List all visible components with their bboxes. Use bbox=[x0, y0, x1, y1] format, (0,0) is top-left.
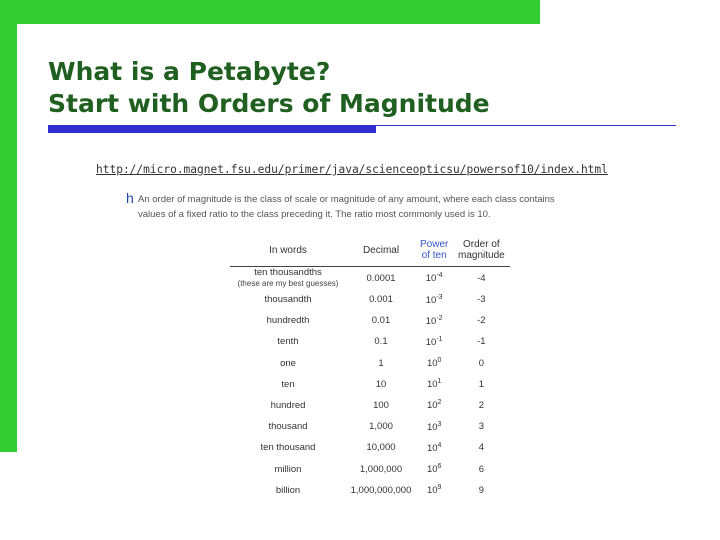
header-decimal: Decimal bbox=[346, 234, 416, 267]
words-text: hundred bbox=[270, 400, 306, 412]
cell-power bbox=[416, 310, 452, 331]
embedded-heading-glyph: h bbox=[126, 190, 134, 206]
cell-power bbox=[416, 459, 452, 480]
power-exponent: 9 bbox=[437, 484, 442, 492]
cell-order: 9 bbox=[478, 484, 484, 496]
cell-decimal: 100 bbox=[373, 400, 389, 412]
intro-line-1: An order of magnitude is the class of scale or magnitude of any amount, where each class contains bbox=[138, 194, 555, 205]
cell-power bbox=[416, 416, 452, 437]
words-text: one bbox=[280, 357, 296, 369]
table-row bbox=[230, 267, 510, 290]
cell-words bbox=[230, 416, 346, 437]
table-row bbox=[230, 353, 510, 374]
cell-words bbox=[230, 374, 346, 395]
power-exponent: 0 bbox=[437, 357, 442, 365]
left-accent-bar bbox=[0, 0, 17, 452]
cell-decimal: 10,000 bbox=[366, 442, 396, 454]
words-text: ten thousandths bbox=[254, 267, 322, 278]
cell-order: 6 bbox=[478, 463, 484, 475]
power-exponent: 6 bbox=[437, 463, 442, 471]
cell-decimal: 10 bbox=[375, 378, 387, 390]
top-accent-bar bbox=[0, 0, 540, 24]
header-order: Order of magnitude bbox=[452, 234, 510, 267]
orders-of-magnitude-table bbox=[230, 234, 510, 501]
power-exponent: 3 bbox=[437, 420, 442, 428]
cell-words bbox=[230, 331, 346, 352]
top-accent-bar-cap bbox=[514, 0, 540, 24]
cell-words bbox=[230, 267, 346, 290]
cell-words bbox=[230, 310, 346, 331]
power-exponent: -1 bbox=[436, 335, 443, 343]
cell-order: 4 bbox=[478, 442, 484, 454]
table-row bbox=[230, 310, 510, 331]
table-row bbox=[230, 480, 510, 501]
table-row bbox=[230, 331, 510, 352]
power-base: 10 bbox=[426, 485, 438, 497]
power-exponent: 2 bbox=[437, 399, 442, 407]
words-text: ten thousand bbox=[260, 442, 316, 454]
words-text: thousandth bbox=[264, 294, 312, 306]
cell-power bbox=[416, 437, 452, 458]
cell-order: -3 bbox=[477, 294, 486, 306]
embedded-screenshot bbox=[122, 188, 602, 520]
words-text: hundredth bbox=[266, 315, 310, 327]
power-exponent: -4 bbox=[436, 271, 443, 279]
words-text: million bbox=[274, 463, 302, 475]
words-text: tenth bbox=[277, 336, 299, 348]
power-base: 10 bbox=[425, 273, 437, 285]
cell-power bbox=[416, 374, 452, 395]
power-exponent: 1 bbox=[437, 378, 442, 386]
table-body bbox=[230, 267, 510, 501]
title-line-1: What is a Petabyte? bbox=[48, 57, 331, 86]
power-exponent: -2 bbox=[436, 314, 443, 322]
words-text: ten bbox=[281, 378, 295, 390]
cell-order: 2 bbox=[478, 400, 484, 412]
title-underline-thick bbox=[48, 125, 376, 133]
cell-order: 1 bbox=[478, 378, 484, 390]
power-base: 10 bbox=[426, 442, 438, 454]
cell-decimal: 0.001 bbox=[369, 294, 393, 306]
slide-title bbox=[48, 56, 490, 120]
table-row bbox=[230, 374, 510, 395]
cell-power bbox=[416, 267, 452, 290]
cell-decimal: 1,000 bbox=[369, 421, 393, 433]
power-exponent: 4 bbox=[437, 441, 442, 449]
header-power: Power of ten bbox=[416, 234, 452, 267]
cell-order: 0 bbox=[478, 357, 484, 369]
table-row bbox=[230, 395, 510, 416]
cell-decimal: 0.1 bbox=[374, 336, 388, 348]
cell-order: -2 bbox=[477, 315, 486, 327]
cell-words bbox=[230, 353, 346, 374]
cell-order: -4 bbox=[477, 272, 486, 284]
cell-power bbox=[416, 289, 452, 310]
power-exponent: -3 bbox=[436, 293, 443, 301]
cell-words bbox=[230, 395, 346, 416]
cell-decimal: 1,000,000 bbox=[359, 463, 403, 475]
cell-words bbox=[230, 437, 346, 458]
power-base: 10 bbox=[426, 379, 438, 391]
words-text: billion bbox=[275, 484, 301, 496]
title-underline-thin bbox=[376, 125, 676, 126]
cell-words bbox=[230, 289, 346, 310]
cell-decimal: 0.01 bbox=[371, 315, 391, 327]
cell-order: 3 bbox=[478, 421, 484, 433]
cell-power bbox=[416, 395, 452, 416]
cell-order: -1 bbox=[477, 336, 486, 348]
source-link[interactable]: http://micro.magnet.fsu.edu/primer/java/scienceopticsu/powersof10/index.html bbox=[96, 163, 608, 176]
cell-power bbox=[416, 480, 452, 501]
cell-decimal: 1,000,000,000 bbox=[350, 484, 412, 496]
words-note: (these are my best guesses) bbox=[237, 279, 339, 288]
table-row bbox=[230, 289, 510, 310]
power-base: 10 bbox=[425, 315, 437, 327]
intro-line-2: values of a fixed ratio to the class preceding it. The ratio most commonly used is 10. bbox=[138, 209, 491, 220]
cell-power bbox=[416, 353, 452, 374]
cell-decimal: 1 bbox=[378, 357, 384, 369]
power-base: 10 bbox=[426, 358, 438, 370]
power-base: 10 bbox=[425, 337, 437, 349]
power-base: 10 bbox=[426, 421, 438, 433]
table-row bbox=[230, 416, 510, 437]
title-line-2: Start with Orders of Magnitude bbox=[48, 89, 490, 118]
table-row bbox=[230, 437, 510, 458]
cell-words bbox=[230, 480, 346, 501]
header-words: In words bbox=[230, 234, 346, 267]
power-base: 10 bbox=[426, 464, 438, 476]
table-row bbox=[230, 459, 510, 480]
words-text: thousand bbox=[268, 421, 308, 433]
embedded-intro bbox=[138, 192, 598, 222]
cell-power bbox=[416, 331, 452, 352]
cell-words bbox=[230, 459, 346, 480]
power-base: 10 bbox=[425, 294, 437, 306]
power-base: 10 bbox=[426, 400, 438, 412]
cell-decimal: 0.0001 bbox=[366, 272, 396, 284]
